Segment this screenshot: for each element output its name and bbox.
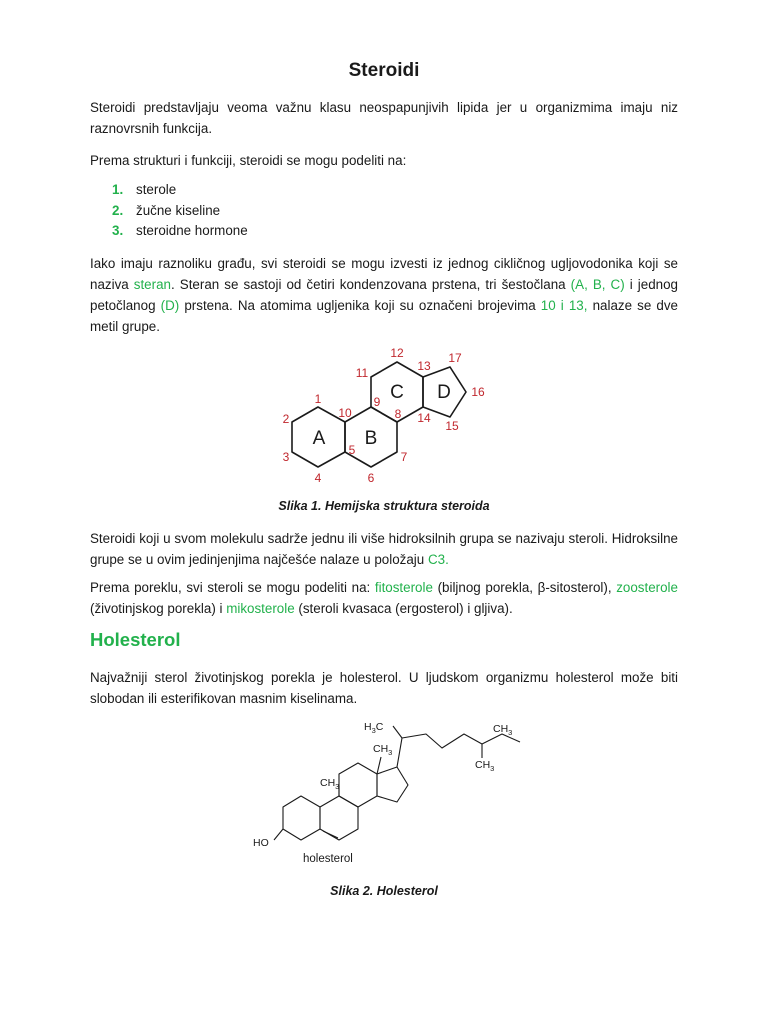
holesterol-heading-wrap: [90, 629, 678, 651]
zoosterole-term: zoosterole: [616, 580, 678, 595]
origin-text-1: Prema poreklu, svi steroli se mogu podeliti na:: [90, 580, 375, 595]
cholesterol-paragraph: [90, 667, 678, 709]
steran-text-5: nalaze se dve metil grupe.: [90, 298, 678, 334]
ring-label-b: B: [364, 428, 378, 449]
atom-number: 14: [417, 411, 431, 425]
atom-number: 5: [348, 443, 356, 457]
cholesterol-structure: [274, 726, 520, 840]
methyl-label: $CH_3$: [373, 743, 393, 757]
list-number: 1.: [112, 182, 124, 197]
steran-text-4: prstena. Na atomima ugljenika koji su označeni brojevima: [179, 298, 541, 313]
list-number: 3.: [112, 223, 124, 238]
steran-text-3: i jednog petočlanog: [90, 277, 678, 313]
chol-ring-a: [283, 796, 320, 840]
side-chain-methyl: [393, 726, 402, 738]
ring-d-term: (D): [160, 298, 180, 313]
structure-name: holesterol: [303, 853, 353, 865]
origin-text-2: (biljnog porekla, β-sitosterol),: [432, 580, 617, 595]
c3-position: C3.: [427, 552, 449, 567]
chol-ring-c: [339, 763, 377, 807]
steran-text-2: . Steran se sastoji od četiri kondenzovana prstena, tri šestočlana: [170, 277, 571, 292]
steroid-skeleton-bonds: [292, 362, 466, 467]
ring-abc-term: (A, B, C): [570, 277, 625, 292]
list-text: žučne kiseline: [136, 202, 221, 218]
fitosterole-term: fitosterole: [374, 580, 433, 595]
list-text: sterole: [136, 182, 177, 197]
steran-term: steran: [133, 277, 171, 292]
classification-lead-text: Prema strukturi i funkciji, steroidi se mogu podeliti na:: [90, 153, 407, 168]
page-title: Steroidi: [348, 60, 420, 81]
atom-number: 1: [314, 392, 322, 406]
methyl-label: $CH_3$: [320, 777, 340, 791]
chol-ring-b: [320, 796, 358, 840]
section-heading: Holesterol: [90, 629, 181, 650]
origin-text-3: (životinjskog porekla) i: [90, 601, 227, 616]
ring-label-a: A: [312, 428, 326, 449]
atom-number: 12: [390, 346, 404, 360]
intro-text: Steroidi predstavljaju veoma važnu klasu neospapunjivih lipida jer u organizmima imaju niz raznovrsnih funkcija.: [90, 100, 678, 136]
methyl-label: $CH_3$: [493, 723, 513, 737]
sterol-text: Steroidi koji u svom molekulu sadrže jednu ili više hidroksilnih grupa se nazivaju steroli. Hidroksilne grupe se u ovim jedinjenjima najčešće nalaze u položaju: [90, 531, 678, 567]
steran-text-1: Iako imaju raznoliku građu, svi steroidi se mogu izvesti iz jednog cikličnog ugljovodonika koji se naziva: [90, 256, 678, 292]
list-text: steroidne hormone: [136, 223, 248, 238]
atom-number: 10: [338, 406, 352, 420]
cholesterol-labels: [253, 721, 512, 865]
atom-number: 8: [394, 407, 402, 421]
atom-number: 15: [445, 419, 459, 433]
atom-number: 3: [282, 450, 290, 464]
chol-ring-d: [377, 767, 408, 802]
origin-paragraph: [90, 577, 678, 619]
cholesterol-text: Najvažniji sterol životinjskog porekla je holesterol. U ljudskom organizmu holesterol može biti slobodan ili esterifikovan masnim kiselinama.: [90, 670, 678, 706]
atom-number: 17: [448, 351, 462, 365]
side-chain: [397, 734, 520, 767]
list-number: 2.: [112, 202, 124, 218]
sterol-paragraph: [90, 528, 678, 570]
figure1-caption: Slika 1. Hemijska struktura steroida: [278, 499, 490, 513]
atom-number: 4: [314, 471, 322, 485]
atom-number: 6: [367, 471, 375, 485]
hydroxyl-bond: [274, 829, 283, 840]
methyl-positions: 10 i 13,: [540, 298, 588, 313]
atom-number: 9: [373, 395, 381, 409]
methyl-bond-c13: [377, 757, 381, 774]
double-bond: [323, 831, 338, 838]
atom-number: 11: [355, 366, 369, 380]
hydroxyl-label: HO: [253, 837, 269, 849]
origin-text-4: (steroli kvasaca (ergosterol) i gljiva).: [294, 601, 513, 616]
methyl-label: $CH_3$: [475, 759, 495, 773]
ring-label-c: C: [390, 382, 404, 403]
atom-number: 2: [282, 412, 290, 426]
methyl-label: $H_3C$: [364, 721, 384, 735]
atom-number: 16: [471, 385, 485, 399]
atom-number: 13: [417, 359, 431, 373]
ring-label-d: D: [437, 382, 451, 403]
atom-number: 7: [400, 450, 408, 464]
mikosterole-term: mikosterole: [226, 601, 295, 616]
figure2-caption: Slika 2. Holesterol: [330, 884, 438, 898]
